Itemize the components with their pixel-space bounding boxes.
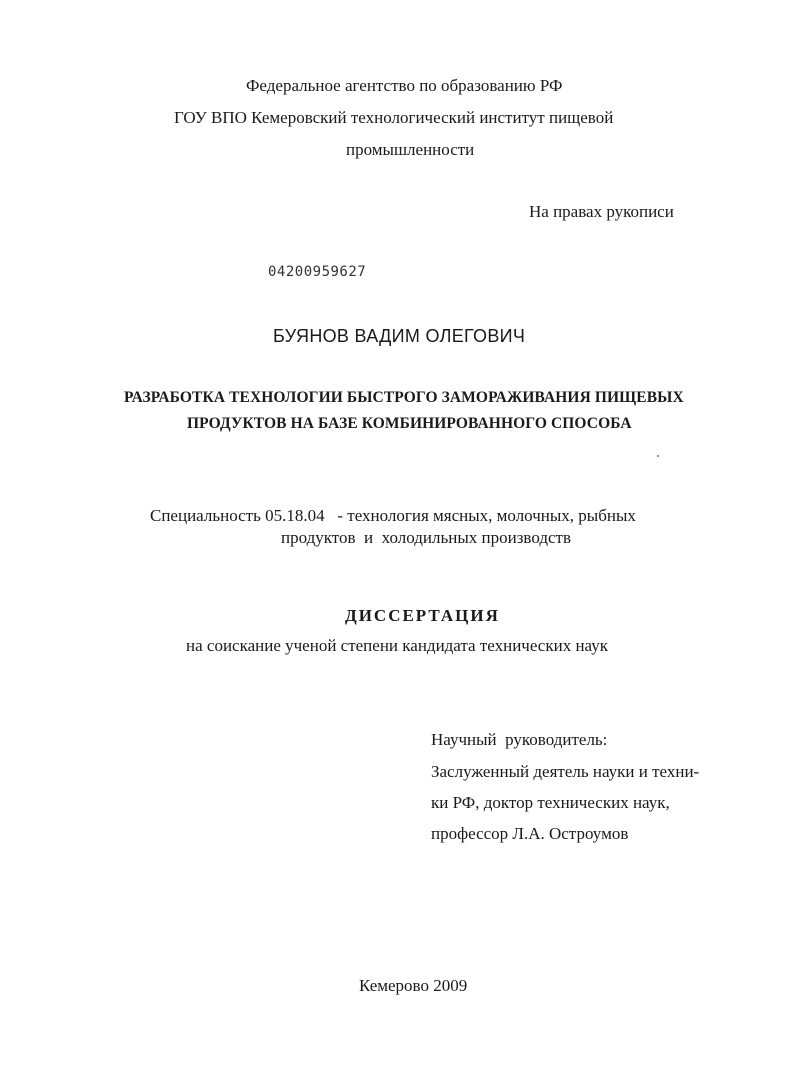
- thesis-title-line2: ПРОДУКТОВ НА БАЗЕ КОМБИНИРОВАННОГО СПОСОБА: [187, 415, 632, 432]
- supervisor-title-line2: ки РФ, доктор технических наук,: [431, 793, 670, 812]
- supervisor-title-line1: Заслуженный деятель науки и техни-: [431, 762, 700, 781]
- work-type-label: ДИССЕРТАЦИЯ: [345, 606, 500, 625]
- specialty-line2: продуктов и холодильных производств: [281, 528, 571, 547]
- degree-description: на соискание ученой степени кандидата технических наук: [186, 636, 609, 655]
- author-name: БУЯНОВ ВАДИМ ОЛЕГОВИЧ: [273, 326, 526, 346]
- specialty-line1: Специальность 05.18.04 - технология мясных, молочных, рыбных: [150, 506, 636, 525]
- supervisor-name: профессор Л.А. Остроумов: [431, 824, 629, 843]
- inventory-number: 04200959627: [268, 264, 367, 280]
- institute-name-line2: промышленности: [346, 140, 475, 159]
- institute-name-line1: ГОУ ВПО Кемеровский технологический институт пищевой: [174, 108, 614, 127]
- agency-name: Федеральное агентство по образованию РФ: [246, 76, 563, 95]
- scan-speck: [657, 455, 659, 457]
- supervisor-heading: Научный руководитель:: [431, 730, 608, 749]
- manuscript-rights-note: На правах рукописи: [529, 202, 674, 221]
- thesis-title-line1: РАЗРАБОТКА ТЕХНОЛОГИИ БЫСТРОГО ЗАМОРАЖИВАНИЯ ПИЩЕВЫХ: [124, 389, 684, 406]
- city-year: Кемерово 2009: [359, 976, 468, 995]
